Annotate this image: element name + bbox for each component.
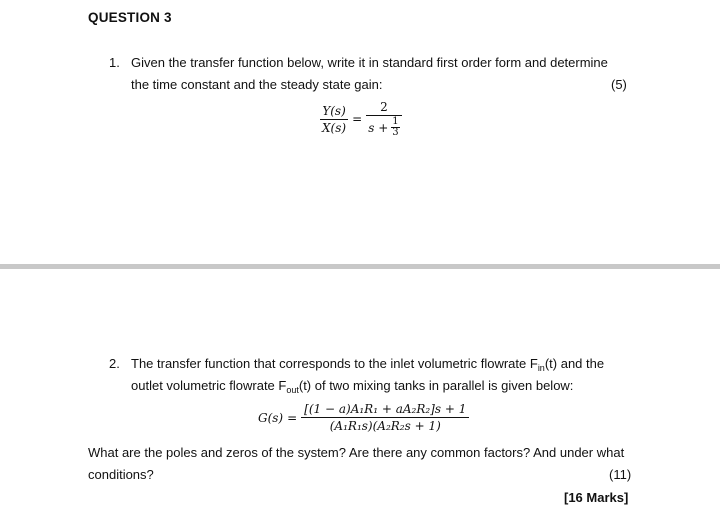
- q2-text-line2: [131, 378, 573, 398]
- q2-text-line1: [131, 356, 604, 376]
- q1-rhs-numerator: 2: [366, 100, 402, 116]
- q2-fraction: [301, 402, 469, 433]
- q1-text-line1: Given the transfer function below, write it in standard first order form and determine: [131, 55, 608, 70]
- q1-lhs-numerator: Y(s): [322, 103, 346, 118]
- q1-equals: =: [352, 112, 363, 126]
- q2-text-line3: What are the poles and zeros of the system? Are there any common factors? And under what: [88, 445, 625, 460]
- q1-inner-denominator: 3: [392, 127, 399, 138]
- q2-line2-part-a: outlet volumetric flowrate F: [131, 378, 287, 393]
- q2-denominator: (A₁R₁s)(A₂R₂s + 1): [329, 419, 441, 433]
- q2-transfer-function: [258, 402, 469, 433]
- q1-inner-fraction: [391, 117, 399, 138]
- q2-marks: (11): [609, 467, 632, 482]
- total-marks: [16 Marks]: [564, 490, 629, 505]
- q2-line1-subscript: in: [537, 363, 545, 373]
- q1-rhs-fraction: [366, 100, 402, 138]
- q2-equals: =: [287, 410, 298, 425]
- q2-number: 2.: [109, 356, 120, 371]
- q1-rhs-denominator: [366, 116, 401, 138]
- q2-line2-subscript: out: [286, 385, 299, 395]
- q1-lhs-fraction: [320, 104, 348, 135]
- q1-lhs-denominator: X(s): [322, 120, 347, 135]
- q1-transfer-function: [320, 100, 402, 138]
- q1-marks: (5): [611, 77, 627, 92]
- q2-line1-part-a: The transfer function that corresponds to the inlet volumetric flowrate F: [131, 356, 538, 371]
- q1-rhs-den-prefix: s +: [368, 120, 389, 135]
- q1-text-line2: the time constant and the steady state gain:: [131, 77, 383, 92]
- q1-number: 1.: [109, 55, 120, 70]
- section-divider: [0, 264, 720, 269]
- question-heading: QUESTION 3: [88, 10, 172, 25]
- q2-line2-part-b: (t) of two mixing tanks in parallel is given below:: [298, 378, 574, 393]
- q2-line1-part-b: (t) and the: [544, 356, 605, 371]
- q2-text-line4: conditions?: [88, 467, 154, 482]
- q2-numerator: [(1 − a)A₁R₁ + aA₂R₂]s + 1: [301, 402, 469, 418]
- q1-inner-numerator: 1: [392, 116, 399, 127]
- q2-lhs: G(s): [258, 410, 284, 425]
